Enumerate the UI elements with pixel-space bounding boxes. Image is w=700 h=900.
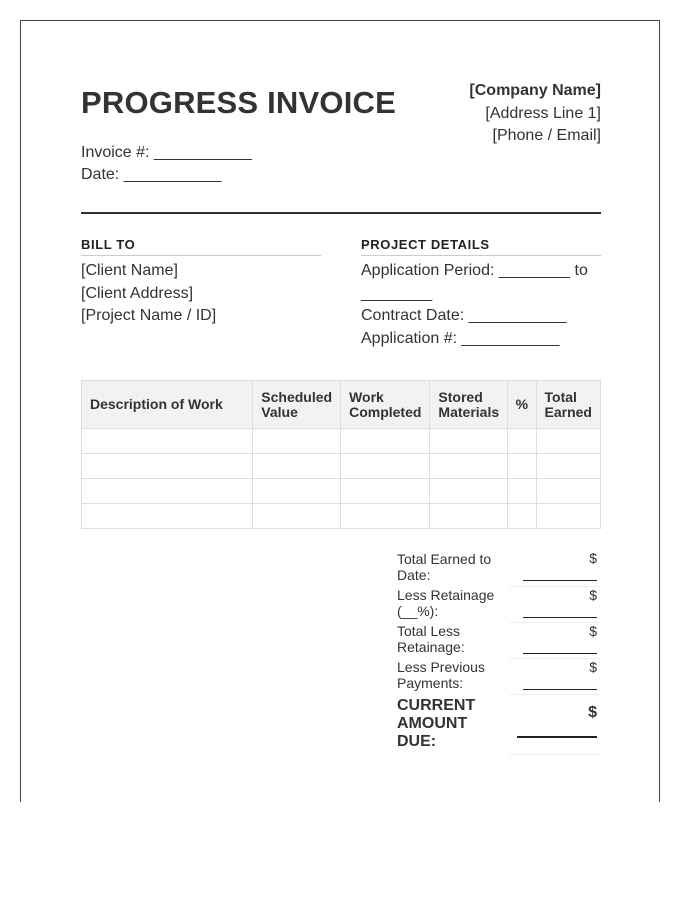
table-cell[interactable] bbox=[253, 479, 341, 504]
invoice-title: PROGRESS INVOICE bbox=[81, 85, 396, 120]
table-cell[interactable] bbox=[82, 454, 253, 479]
application-number-field: Application #: ___________ bbox=[361, 329, 560, 347]
less-retainage-amount[interactable] bbox=[509, 586, 601, 622]
table-cell[interactable] bbox=[508, 454, 536, 479]
totals-row bbox=[397, 658, 601, 694]
table-cell[interactable] bbox=[341, 504, 430, 529]
project-details-heading: PROJECT DETAILS bbox=[361, 237, 601, 256]
currency-symbol: $ bbox=[589, 622, 597, 639]
table-cell[interactable] bbox=[508, 504, 536, 529]
total-less-retainage-label: Total Less Retainage: bbox=[397, 623, 465, 655]
column-header-percent: % bbox=[508, 381, 536, 429]
less-previous-payments-amount[interactable] bbox=[509, 658, 601, 694]
table-cell[interactable] bbox=[341, 429, 430, 454]
company-name: [Company Name] bbox=[469, 82, 601, 99]
table-cell[interactable] bbox=[430, 454, 508, 479]
application-period-field: Application Period: ________ to ________ bbox=[361, 262, 588, 302]
currency-symbol: $ bbox=[589, 658, 597, 675]
column-header-description: Description of Work bbox=[82, 381, 253, 429]
totals-row-grand bbox=[397, 694, 601, 754]
table-cell[interactable] bbox=[253, 504, 341, 529]
project-name-id: [Project Name / ID] bbox=[81, 307, 217, 324]
table-cell[interactable] bbox=[341, 454, 430, 479]
table-cell[interactable] bbox=[82, 504, 253, 529]
contract-date-field: Contract Date: ___________ bbox=[361, 307, 567, 324]
totals-row bbox=[397, 622, 601, 658]
invoice-meta bbox=[81, 142, 252, 186]
company-block bbox=[469, 80, 601, 148]
table-cell[interactable] bbox=[253, 429, 341, 454]
totals-row bbox=[397, 550, 601, 586]
work-table-header bbox=[82, 381, 601, 429]
table-cell[interactable] bbox=[253, 454, 341, 479]
total-less-retainage-amount[interactable] bbox=[509, 622, 601, 658]
amount-blank-line bbox=[523, 572, 597, 581]
amount-blank-line bbox=[523, 681, 597, 690]
work-table bbox=[81, 380, 601, 529]
client-name: [Client Name] bbox=[81, 262, 178, 279]
current-amount-due-label: CURRENT AMOUNT DUE: bbox=[397, 697, 476, 750]
table-row bbox=[82, 454, 601, 479]
table-cell[interactable] bbox=[82, 429, 253, 454]
invoice-number-field: Invoice #: ___________ bbox=[81, 144, 252, 161]
table-row bbox=[82, 504, 601, 529]
amount-blank-line bbox=[523, 645, 597, 654]
amount-blank-line bbox=[517, 736, 597, 738]
invoice-date-field: Date: ___________ bbox=[81, 166, 222, 183]
client-address: [Client Address] bbox=[81, 284, 194, 302]
column-header-stored-materials: Stored Materials bbox=[430, 381, 508, 429]
less-retainage-label: Less Retainage (__%): bbox=[397, 587, 495, 619]
total-earned-label: Total Earned to Date: bbox=[397, 551, 492, 583]
currency-symbol: $ bbox=[589, 586, 597, 603]
currency-symbol: $ bbox=[588, 703, 597, 721]
column-header-work-completed: Work Completed bbox=[341, 381, 430, 429]
company-contact: [Phone / Email] bbox=[492, 127, 601, 144]
table-cell[interactable] bbox=[82, 479, 253, 504]
table-row bbox=[82, 479, 601, 504]
header-divider bbox=[81, 212, 601, 214]
table-row bbox=[82, 429, 601, 454]
table-cell[interactable] bbox=[430, 429, 508, 454]
table-cell[interactable] bbox=[430, 479, 508, 504]
table-cell[interactable] bbox=[536, 479, 600, 504]
table-cell[interactable] bbox=[536, 429, 600, 454]
current-amount-due-amount[interactable] bbox=[509, 694, 601, 754]
company-address: [Address Line 1] bbox=[485, 104, 601, 122]
less-previous-payments-label: Less Previous Payments: bbox=[397, 659, 485, 691]
table-cell[interactable] bbox=[508, 429, 536, 454]
column-header-scheduled-value: Scheduled Value bbox=[253, 381, 341, 429]
table-cell[interactable] bbox=[341, 479, 430, 504]
table-cell[interactable] bbox=[430, 504, 508, 529]
bill-to-block bbox=[81, 260, 216, 328]
column-header-total-earned: Total Earned bbox=[536, 381, 600, 429]
currency-symbol: $ bbox=[589, 550, 597, 566]
totals-summary bbox=[397, 550, 601, 755]
table-cell[interactable] bbox=[508, 479, 536, 504]
amount-blank-line bbox=[523, 609, 597, 618]
project-details-block bbox=[361, 260, 601, 350]
table-cell[interactable] bbox=[536, 454, 600, 479]
totals-row bbox=[397, 586, 601, 622]
table-cell[interactable] bbox=[536, 504, 600, 529]
bill-to-heading: BILL TO bbox=[81, 237, 321, 256]
total-earned-amount[interactable] bbox=[509, 550, 601, 586]
